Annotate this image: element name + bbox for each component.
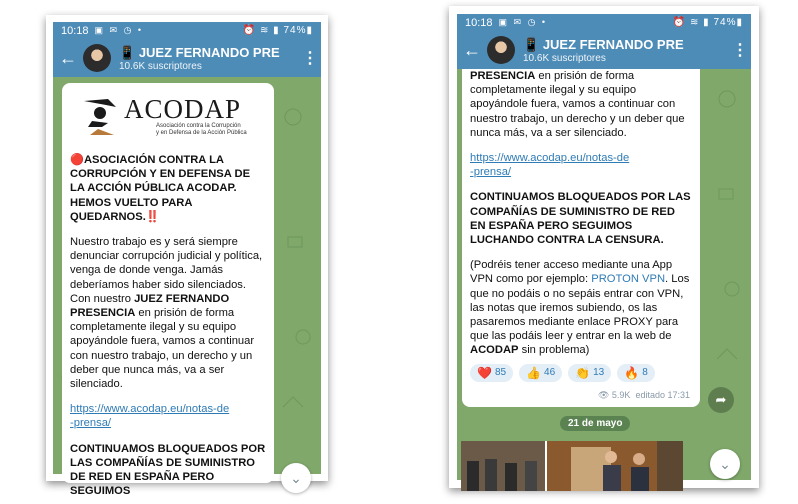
mobile-icon: 📱 [523, 36, 540, 52]
channel-title-text: JUEZ FERNANDO PRE [138, 44, 280, 60]
acodap-logo [78, 93, 266, 139]
channel-title [523, 37, 729, 53]
message-meta [470, 388, 692, 402]
proton-vpn-link[interactable]: PROTON VPN [591, 273, 666, 286]
channel-avatar[interactable] [487, 36, 515, 64]
battery-level: 74% [713, 17, 737, 28]
clap-icon: 👏 [575, 365, 591, 380]
notification-icons: ▣ ✉ ◷ • [498, 17, 548, 27]
press-link[interactable] [70, 402, 266, 430]
subscriber-count: 10.6K suscriptores [119, 60, 202, 72]
reaction-thumbs-up[interactable] [519, 364, 562, 382]
chevron-down-icon: ⌄ [719, 455, 731, 472]
message-bubble [462, 69, 700, 407]
phone-screenshot-right [449, 6, 759, 488]
scroll-down-button[interactable] [281, 463, 311, 493]
judge-name: JUEZ FERNANDO PRESENCIA [70, 292, 230, 320]
edited-time: editado 17:31 [635, 389, 690, 400]
status-time: 10:18 [465, 16, 493, 29]
chat-wallpaper [457, 69, 751, 480]
battery-level: 74% [283, 25, 307, 36]
date-separator: 21 de mayo [560, 416, 630, 431]
fire-icon: 🔥 [624, 365, 640, 380]
reaction-count: 46 [544, 366, 556, 378]
press-link[interactable] [470, 151, 692, 179]
channel-title-box[interactable] [119, 45, 299, 72]
channel-title [119, 45, 299, 61]
notification-icons: ▣ ✉ ◷ • [94, 25, 144, 35]
body-text-rest: en prisión de forma completamente ilegal y su equipo apoyándole fuera, vamos a continuar con nuestro trabajo, un derecho y un deber que nunca más, va a ser silenciado. [470, 70, 685, 139]
press-link-line1[interactable]: https://www.acodap.eu/notas-de [470, 152, 630, 165]
back-arrow-icon[interactable]: ← [59, 47, 77, 68]
logo-figure-icon [78, 93, 122, 139]
vpn-text-1: (Podréis tener acceso mediante una App VPN como por ejemplo: [470, 259, 673, 286]
mobile-icon: 📱 [119, 44, 136, 60]
thumbs-up-icon: 👍 [526, 365, 542, 380]
reaction-clap[interactable] [568, 364, 611, 382]
channel-header [53, 39, 321, 77]
telegram-screen [53, 22, 321, 498]
share-icon: ➦ [715, 392, 727, 407]
status-bar [53, 22, 321, 39]
photo-collage [461, 441, 683, 491]
chat-wallpaper [53, 77, 321, 498]
signal-icon: ⏰ ≋ ▮ [242, 25, 284, 36]
press-link-line2[interactable]: -prensa/ [70, 417, 112, 430]
reaction-count: 13 [593, 366, 605, 378]
vpn-note [470, 258, 692, 357]
vpn-text-2: . Los que no podáis o no sepáis entrar con VPN, las notas que iremos subiendo, os las pasaremos mediante enlace PROXY para que las podáis leer y entrar en la web de [470, 273, 690, 343]
post-headline [70, 153, 266, 224]
kebab-menu-icon[interactable]: ⋮ [302, 50, 318, 67]
phone-screenshot-left [46, 15, 328, 498]
reaction-count: 85 [494, 366, 507, 378]
kebab-menu-icon[interactable]: ⋮ [732, 42, 748, 59]
channel-title-box[interactable] [523, 37, 729, 64]
scroll-down-button[interactable] [710, 449, 740, 479]
red-circle-icon: 🔴 [70, 154, 84, 166]
logo-tagline-1: Asociación contra la Corrupción [156, 123, 241, 129]
body-text-rest: en prisión de forma completamente ilegal y su equipo apoyándole fuera, vamos a continuar con nuestro trabajo, un derecho y un deber que nunca más, va a ser silenciado. [70, 307, 255, 391]
blocked-notice: CONTINUAMOS BLOQUEADOS POR LAS COMPAÑÍAS DE SUMINISTRO DE RED EN ESPAÑA PERO SEGUIMOS LUCHANDO CONTRA LA CENSURA. [470, 191, 691, 247]
logo-wordmark: ACODAP [124, 94, 242, 124]
double-exclamation-icon: ‼️ [145, 210, 160, 223]
telegram-screen [457, 14, 751, 480]
logo-text-block [124, 95, 247, 137]
blocked-notice: CONTINUAMOS BLOQUEADOS POR LAS COMPAÑÍAS DE SUMINISTRO DE RED EN ESPAÑA PERO SEGUIMOS [70, 442, 266, 498]
reaction-count: 8 [642, 366, 648, 378]
photo-message[interactable] [461, 441, 683, 491]
chevron-down-icon: ⌄ [290, 469, 302, 486]
reaction-bar [470, 364, 692, 382]
reaction-fire[interactable] [617, 364, 655, 382]
vpn-text-3: sin problema) [521, 344, 590, 357]
reaction-heart[interactable] [470, 364, 513, 382]
judge-name-end: PRESENCIA [470, 70, 536, 82]
view-count: 5.9K [611, 389, 631, 400]
signal-icon: ⏰ ≋ ▮ [672, 17, 714, 28]
post-body [70, 235, 266, 391]
back-arrow-icon[interactable]: ← [463, 39, 481, 60]
subscriber-count: 10.6K suscriptores [523, 52, 606, 64]
channel-title-text: JUEZ FERNANDO PRE [542, 36, 684, 52]
logo-tagline-2: y en Defensa de la Acción Pública [156, 130, 247, 136]
heart-icon: ❤️ [477, 365, 492, 380]
battery-icon: ▮ [306, 25, 313, 36]
share-button[interactable] [708, 387, 734, 413]
body-text: Nuestro trabajo es y será siempre denunciar corrupción judicial y política, venga de donde venga. Jamás deberíamos haber sido silenciados. Con nuestro [70, 236, 263, 305]
headline-text: ASOCIACIÓN CONTRA LA CORRUPCIÓN Y EN DEFENSA DE LA ACCIÓN PÚBLICA ACODAP. HEMOS VUELTO PARA QUEDARNOS. [70, 154, 251, 223]
status-bar [457, 14, 751, 31]
message-bubble [62, 83, 274, 498]
press-link-line1[interactable]: https://www.acodap.eu/notas-de [70, 403, 230, 416]
channel-header [457, 31, 751, 69]
status-time: 10:18 [61, 24, 89, 37]
acodap-bold: ACODAP [470, 344, 519, 357]
battery-icon: ▮ [736, 17, 743, 28]
channel-avatar[interactable] [83, 44, 111, 72]
press-link-line2[interactable]: -prensa/ [470, 166, 512, 179]
post-body-continued [470, 69, 692, 140]
eye-icon: 👁 [597, 389, 610, 400]
